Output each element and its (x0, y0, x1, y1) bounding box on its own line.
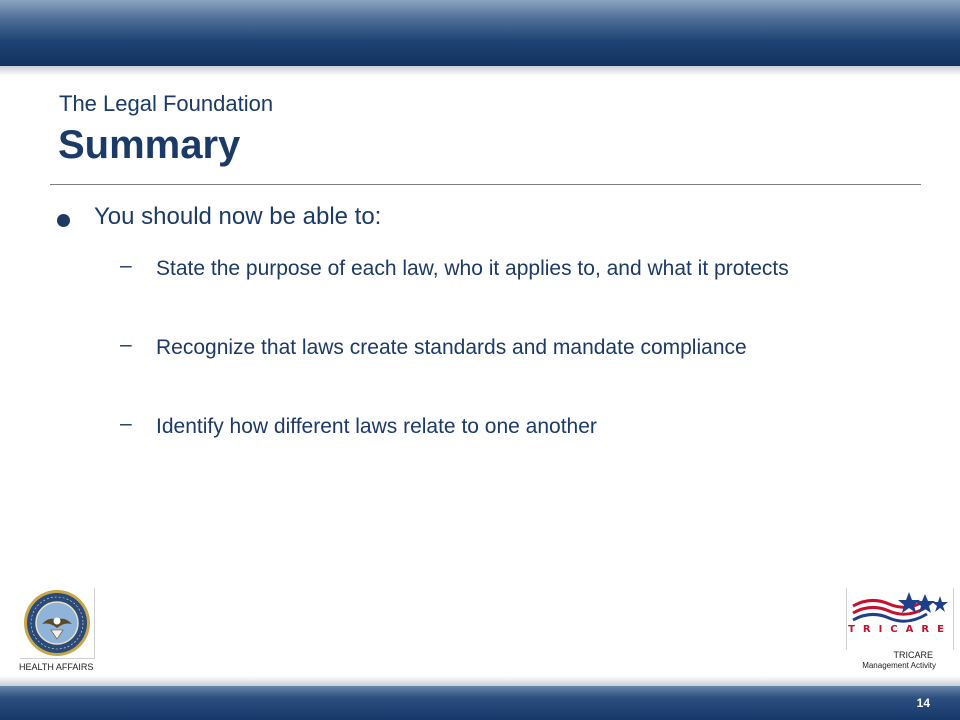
tricare-label: TRICARE (893, 650, 933, 660)
dod-seal-icon (20, 588, 95, 659)
management-activity-label: Management Activity (862, 661, 936, 670)
dash-icon: – (120, 412, 132, 435)
health-affairs-label: HEALTH AFFAIRS (19, 662, 94, 672)
page-number: 14 (916, 696, 930, 710)
sub-bullet-text: Identify how different laws relate to one another (156, 415, 597, 438)
dash-icon: – (120, 333, 132, 356)
bullet-dot-icon (57, 214, 70, 227)
dash-icon: – (120, 254, 132, 277)
footer-band (0, 686, 960, 720)
header-shadow (0, 66, 960, 76)
header-band (0, 0, 960, 66)
footer-shadow (0, 676, 960, 686)
bullet-text: You should now be able to: (94, 203, 382, 230)
slide-subtitle: The Legal Foundation (59, 91, 274, 116)
tricare-logo-icon (846, 588, 954, 650)
sub-bullet-text: State the purpose of each law, who it applies to, and what it protects (156, 257, 789, 280)
sub-bullet-text: Recognize that laws create standards and mandate compliance (156, 336, 747, 359)
title-divider (50, 184, 921, 185)
tricare-logo-word: TRICARE (848, 624, 952, 635)
slide-title: Summary (58, 123, 241, 167)
